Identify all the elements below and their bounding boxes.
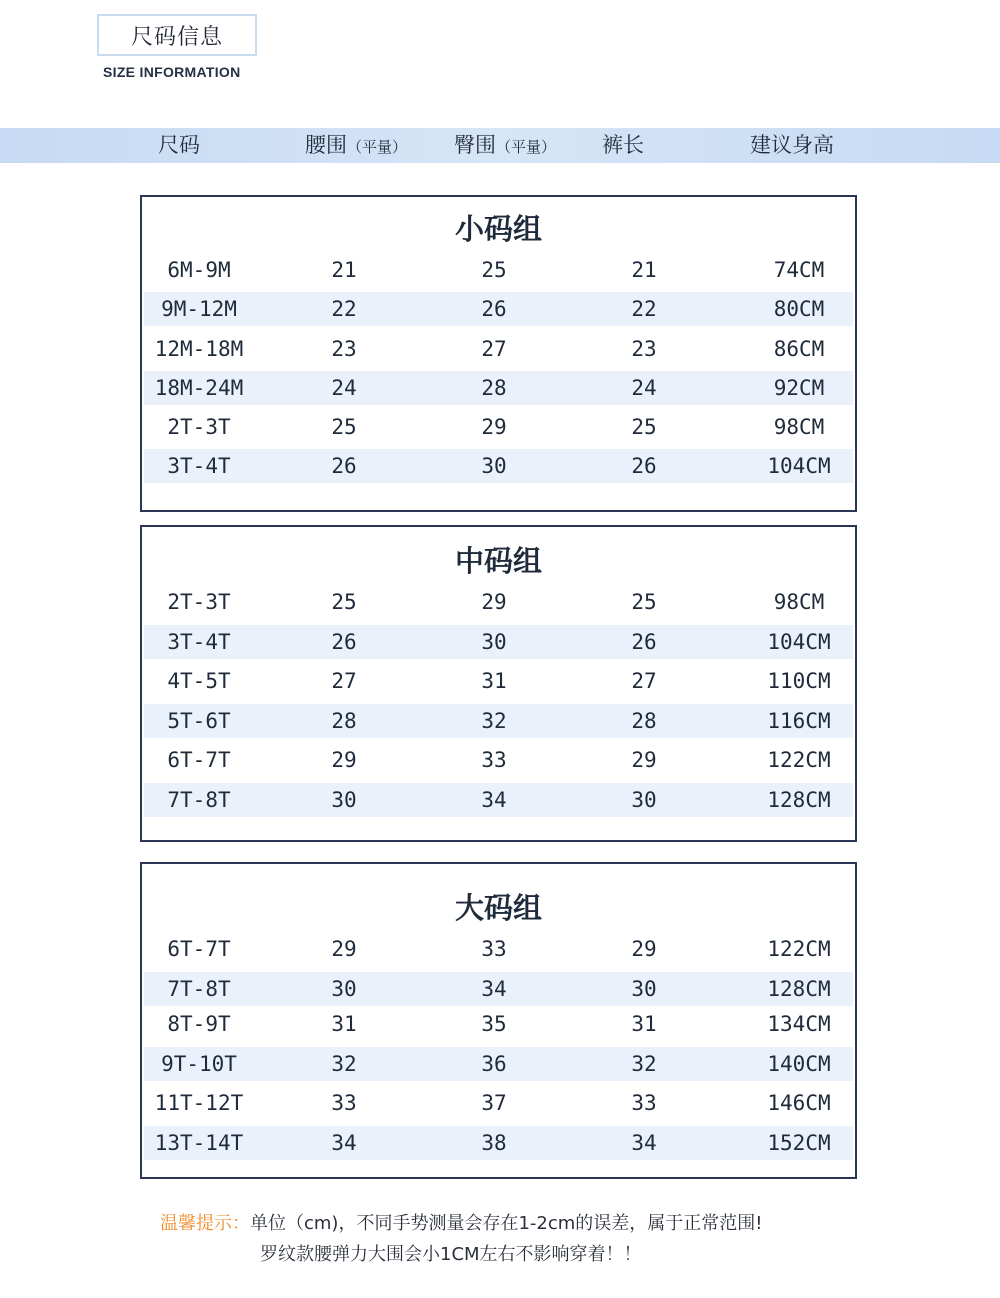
table-row xyxy=(144,253,853,287)
size-group-small xyxy=(140,195,857,512)
section-title: 尺码信息 xyxy=(130,24,223,50)
cell-length: 33 xyxy=(631,1091,657,1115)
cell-length: 26 xyxy=(631,630,657,654)
cell-size: 3T-4T xyxy=(167,630,231,654)
cell-height: 140CM xyxy=(767,1052,831,1076)
size-group-large xyxy=(140,862,857,1179)
cell-size: 6T-7T xyxy=(167,937,231,961)
table-row xyxy=(144,371,853,405)
cell-hip: 38 xyxy=(481,1131,507,1155)
header-hip xyxy=(454,128,556,163)
table-row xyxy=(144,1047,853,1081)
cell-hip: 33 xyxy=(481,748,507,772)
cell-size: 3T-4T xyxy=(167,454,231,478)
cell-length: 25 xyxy=(631,415,657,439)
cell-length: 21 xyxy=(631,258,657,282)
cell-height: 116CM xyxy=(767,709,831,733)
cell-length: 34 xyxy=(631,1131,657,1155)
cell-height: 128CM xyxy=(767,977,831,1001)
cell-length: 25 xyxy=(631,590,657,614)
cell-size: 2T-3T xyxy=(167,415,231,439)
cell-length: 29 xyxy=(631,748,657,772)
cell-hip: 30 xyxy=(481,454,507,478)
cell-length: 28 xyxy=(631,709,657,733)
cell-waist: 29 xyxy=(331,937,357,961)
section-title-box xyxy=(97,14,257,56)
cell-hip: 36 xyxy=(481,1052,507,1076)
cell-height: 86CM xyxy=(773,337,825,361)
cell-length: 24 xyxy=(631,376,657,400)
cell-size: 7T-8T xyxy=(167,788,231,812)
cell-height: 122CM xyxy=(767,937,831,961)
cell-length: 27 xyxy=(631,669,657,693)
cell-size: 7T-8T xyxy=(167,977,231,1001)
cell-size: 11T-12T xyxy=(154,1091,244,1115)
table-row xyxy=(144,410,853,444)
cell-length: 30 xyxy=(631,977,657,1001)
cell-hip: 29 xyxy=(481,415,507,439)
group-title: 中码组 xyxy=(454,544,542,578)
cell-height: 110CM xyxy=(767,669,831,693)
cell-hip: 33 xyxy=(481,937,507,961)
cell-size: 6M-9M xyxy=(167,258,231,282)
header-size: 尺码 xyxy=(158,133,200,157)
cell-length: 31 xyxy=(631,1012,657,1036)
cell-height: 128CM xyxy=(767,788,831,812)
size-group-medium xyxy=(140,525,857,842)
cell-hip: 25 xyxy=(481,258,507,282)
cell-waist: 33 xyxy=(331,1091,357,1115)
header-waist xyxy=(305,128,407,163)
cell-hip: 27 xyxy=(481,337,507,361)
group-title: 大码组 xyxy=(454,891,542,925)
header-waist-label: 腰围 xyxy=(305,133,347,157)
group-title: 小码组 xyxy=(454,212,542,246)
cell-hip: 26 xyxy=(481,297,507,321)
cell-hip: 31 xyxy=(481,669,507,693)
table-row xyxy=(144,972,853,1006)
cell-hip: 35 xyxy=(481,1012,507,1036)
cell-height: 146CM xyxy=(767,1091,831,1115)
cell-waist: 26 xyxy=(331,630,357,654)
table-row xyxy=(144,932,853,966)
cell-height: 134CM xyxy=(767,1012,831,1036)
cell-height: 98CM xyxy=(773,590,825,614)
cell-size: 5T-6T xyxy=(167,709,231,733)
cell-height: 104CM xyxy=(767,454,831,478)
header-height: 建议身高 xyxy=(750,133,834,157)
table-row xyxy=(144,449,853,483)
cell-height: 104CM xyxy=(767,630,831,654)
cell-height: 122CM xyxy=(767,748,831,772)
table-header xyxy=(0,128,1000,163)
cell-waist: 28 xyxy=(331,709,357,733)
table-row xyxy=(144,1126,853,1160)
cell-waist: 31 xyxy=(331,1012,357,1036)
cell-length: 29 xyxy=(631,937,657,961)
cell-size: 12M-18M xyxy=(154,337,244,361)
cell-height: 74CM xyxy=(773,258,825,282)
note-text-2: 罗纹款腰弹力大围会小1CM左右不影响穿着！！ xyxy=(260,1244,642,1265)
table-row xyxy=(144,625,853,659)
cell-hip: 37 xyxy=(481,1091,507,1115)
cell-waist: 25 xyxy=(331,415,357,439)
cell-waist: 30 xyxy=(331,977,357,1001)
cell-waist: 23 xyxy=(331,337,357,361)
note-line-1 xyxy=(160,1208,763,1239)
cell-length: 26 xyxy=(631,454,657,478)
table-row xyxy=(144,704,853,738)
note-text-1: 单位（cm)，不同手势测量会存在1-2cm的误差，属于正常范围! xyxy=(250,1213,763,1234)
cell-hip: 34 xyxy=(481,977,507,1001)
table-row xyxy=(144,743,853,777)
cell-size: 9M-12M xyxy=(161,297,237,321)
header-waist-sub: （平量） xyxy=(347,138,408,156)
cell-waist: 21 xyxy=(331,258,357,282)
section-subtitle: SIZE INFORMATION xyxy=(103,64,241,80)
table-row xyxy=(144,1086,853,1120)
note-label: 温馨提示： xyxy=(160,1213,250,1234)
header-hip-label: 臀围 xyxy=(454,133,496,157)
cell-height: 92CM xyxy=(773,376,825,400)
cell-waist: 29 xyxy=(331,748,357,772)
cell-hip: 29 xyxy=(481,590,507,614)
cell-length: 32 xyxy=(631,1052,657,1076)
cell-height: 152CM xyxy=(767,1131,831,1155)
cell-hip: 34 xyxy=(481,788,507,812)
cell-waist: 22 xyxy=(331,297,357,321)
cell-waist: 32 xyxy=(331,1052,357,1076)
cell-waist: 26 xyxy=(331,454,357,478)
cell-size: 9T-10T xyxy=(161,1052,237,1076)
table-row xyxy=(144,292,853,326)
table-row xyxy=(144,1007,853,1041)
cell-height: 98CM xyxy=(773,415,825,439)
table-row xyxy=(144,332,853,366)
cell-waist: 24 xyxy=(331,376,357,400)
cell-size: 8T-9T xyxy=(167,1012,231,1036)
cell-length: 30 xyxy=(631,788,657,812)
cell-hip: 32 xyxy=(481,709,507,733)
cell-waist: 27 xyxy=(331,669,357,693)
table-row xyxy=(144,585,853,619)
header-hip-sub: （平量） xyxy=(496,138,557,156)
cell-hip: 30 xyxy=(481,630,507,654)
table-row xyxy=(144,664,853,698)
cell-size: 18M-24M xyxy=(154,376,244,400)
cell-height: 80CM xyxy=(773,297,825,321)
cell-hip: 28 xyxy=(481,376,507,400)
cell-size: 6T-7T xyxy=(167,748,231,772)
header-length: 裤长 xyxy=(602,133,644,157)
cell-waist: 25 xyxy=(331,590,357,614)
cell-size: 13T-14T xyxy=(154,1131,244,1155)
cell-size: 4T-5T xyxy=(167,669,231,693)
cell-waist: 34 xyxy=(331,1131,357,1155)
cell-length: 22 xyxy=(631,297,657,321)
cell-waist: 30 xyxy=(331,788,357,812)
table-row xyxy=(144,783,853,817)
cell-size: 2T-3T xyxy=(167,590,231,614)
cell-length: 23 xyxy=(631,337,657,361)
